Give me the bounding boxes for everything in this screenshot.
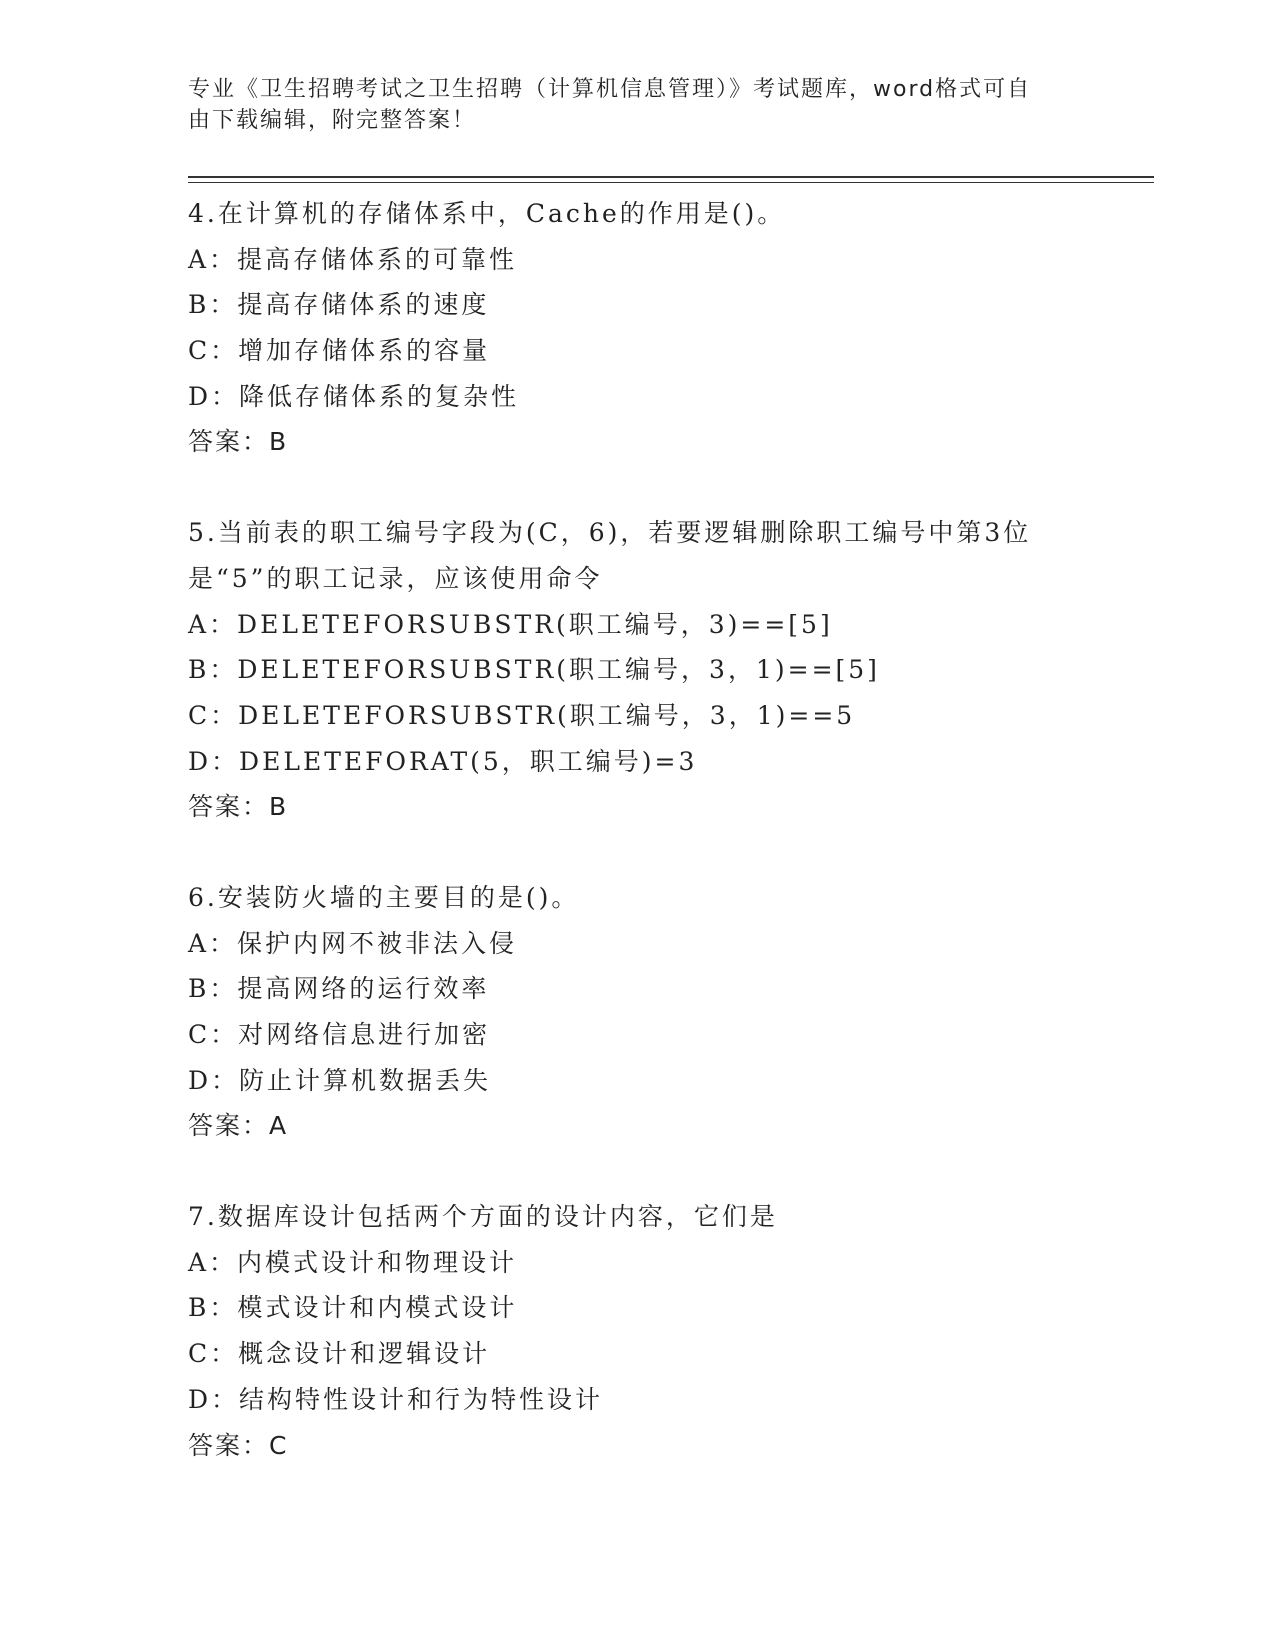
option-c: C：对网络信息进行加密 [188,1020,491,1049]
answer-line: 答案：B [188,427,289,457]
question-block [188,510,1088,830]
option-d: D：DELETEFORAT(5，职工编号)=3 [188,746,698,776]
option-c: C：DELETEFORSUBSTR(职工编号，3，1)==5 [188,700,856,730]
option-a: A：DELETEFORSUBSTR(职工编号，3)==[5] [188,609,833,639]
document-header [188,74,1068,136]
option-a: A：提高存储体系的可靠性 [188,244,518,274]
question-stem-continued: 是“5”的职工记录，应该使用命令 [188,563,603,593]
header-line-2: 由下载编辑，附完整答案！ [188,108,477,133]
option-d: D：降低存储体系的复杂性 [188,381,520,411]
header-line-1: 专业《卫生招聘考试之卫生招聘（计算机信息管理）》考试题库，word格式可自 [188,77,1032,102]
option-b: B：模式设计和内模式设计 [188,1293,518,1323]
question-stem: 6.安装防火墙的主要目的是()。 [188,882,580,912]
option-b: B：提高存储体系的速度 [188,290,490,320]
option-a: A：保护内网不被非法入侵 [188,928,518,958]
answer-line: 答案：C [188,1430,289,1460]
question-list [188,191,1088,1468]
question-stem: 7.数据库设计包括两个方面的设计内容，它们是 [188,1202,778,1232]
question-stem: 5.当前表的职工编号字段为(C，6)，若要逻辑删除职工编号中第3位 [188,518,1032,548]
question-block [188,875,1088,1149]
question-block [188,191,1088,465]
question-block [188,1194,1088,1468]
option-b: B：DELETEFORSUBSTR(职工编号，3，1)==[5] [188,655,880,685]
answer-line: 答案：A [188,1111,289,1141]
option-d: D：防止计算机数据丢失 [188,1065,492,1095]
option-d: D：结构特性设计和行为特性设计 [188,1384,604,1414]
header-divider-thick [188,176,1154,178]
option-c: C：增加存储体系的容量 [188,336,491,366]
option-a: A：内模式设计和物理设计 [188,1247,518,1277]
option-c: C：概念设计和逻辑设计 [188,1339,491,1369]
answer-line: 答案：B [188,792,289,822]
option-b: B：提高网络的运行效率 [188,974,490,1004]
question-stem: 4.在计算机的存储体系中，Cache的作用是()。 [188,199,786,228]
header-divider-thin [188,182,1154,183]
